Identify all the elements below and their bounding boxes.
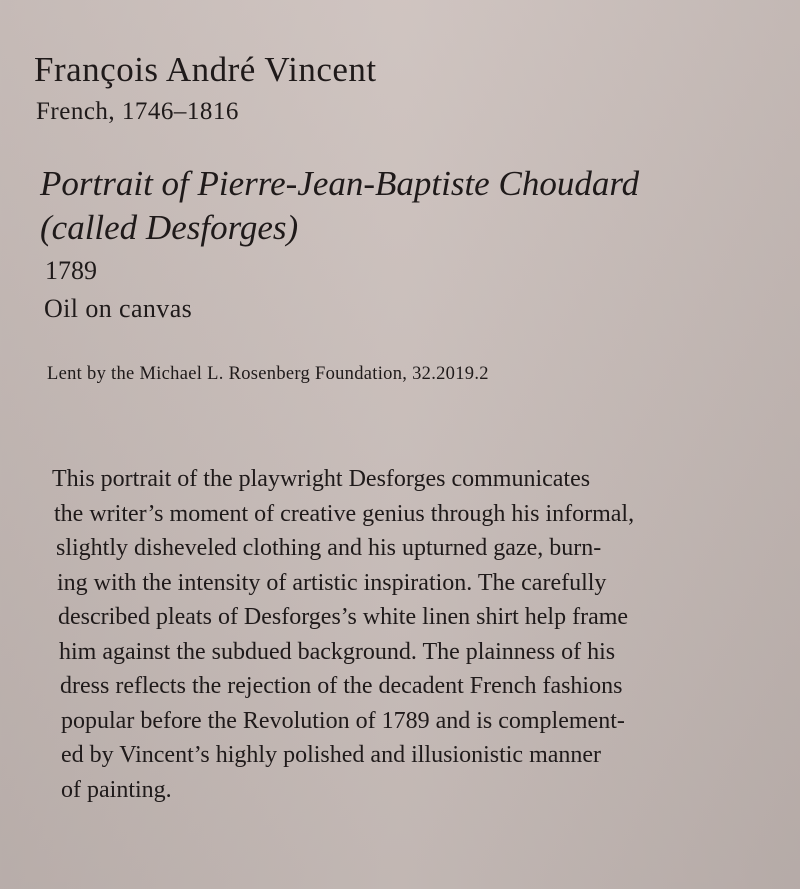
artist-nationality-dates: French, 1746–1816 (36, 98, 239, 125)
description-line: slightly disheveled clothing and his upturned gaze, burn- (56, 535, 602, 561)
artwork-title (40, 162, 639, 250)
description-line: ing with the intensity of artistic inspiration. The carefully (57, 569, 607, 596)
artwork-title-line: (called Desforges) (40, 208, 299, 247)
description-line: popular before the Revolution of 1789 and is complement- (61, 707, 625, 734)
description-line: dress reflects the rejection of the decadent French fashions (60, 673, 623, 699)
description-line: him against the subdued background. The plainness of his (59, 638, 616, 665)
artwork-description (52, 462, 772, 807)
artist-name: François André Vincent (34, 50, 377, 89)
description-line: the writer’s moment of creative genius through his informal, (54, 500, 635, 527)
description-line: ed by Vincent’s highly polished and illusionistic manner (61, 742, 602, 768)
artwork-medium: Oil on canvas (44, 294, 193, 323)
credit-line: Lent by the Michael L. Rosenberg Foundation, 32.2019.2 (47, 364, 489, 384)
description-line: This portrait of the playwright Desforges communicates (52, 466, 591, 492)
artwork-title-line: Portrait of Pierre-Jean-Baptiste Choudard (40, 164, 640, 203)
description-line: described pleats of Desforges’s white linen shirt help frame (58, 604, 629, 630)
artwork-date: 1789 (45, 256, 97, 285)
description-line: of painting. (61, 776, 172, 803)
